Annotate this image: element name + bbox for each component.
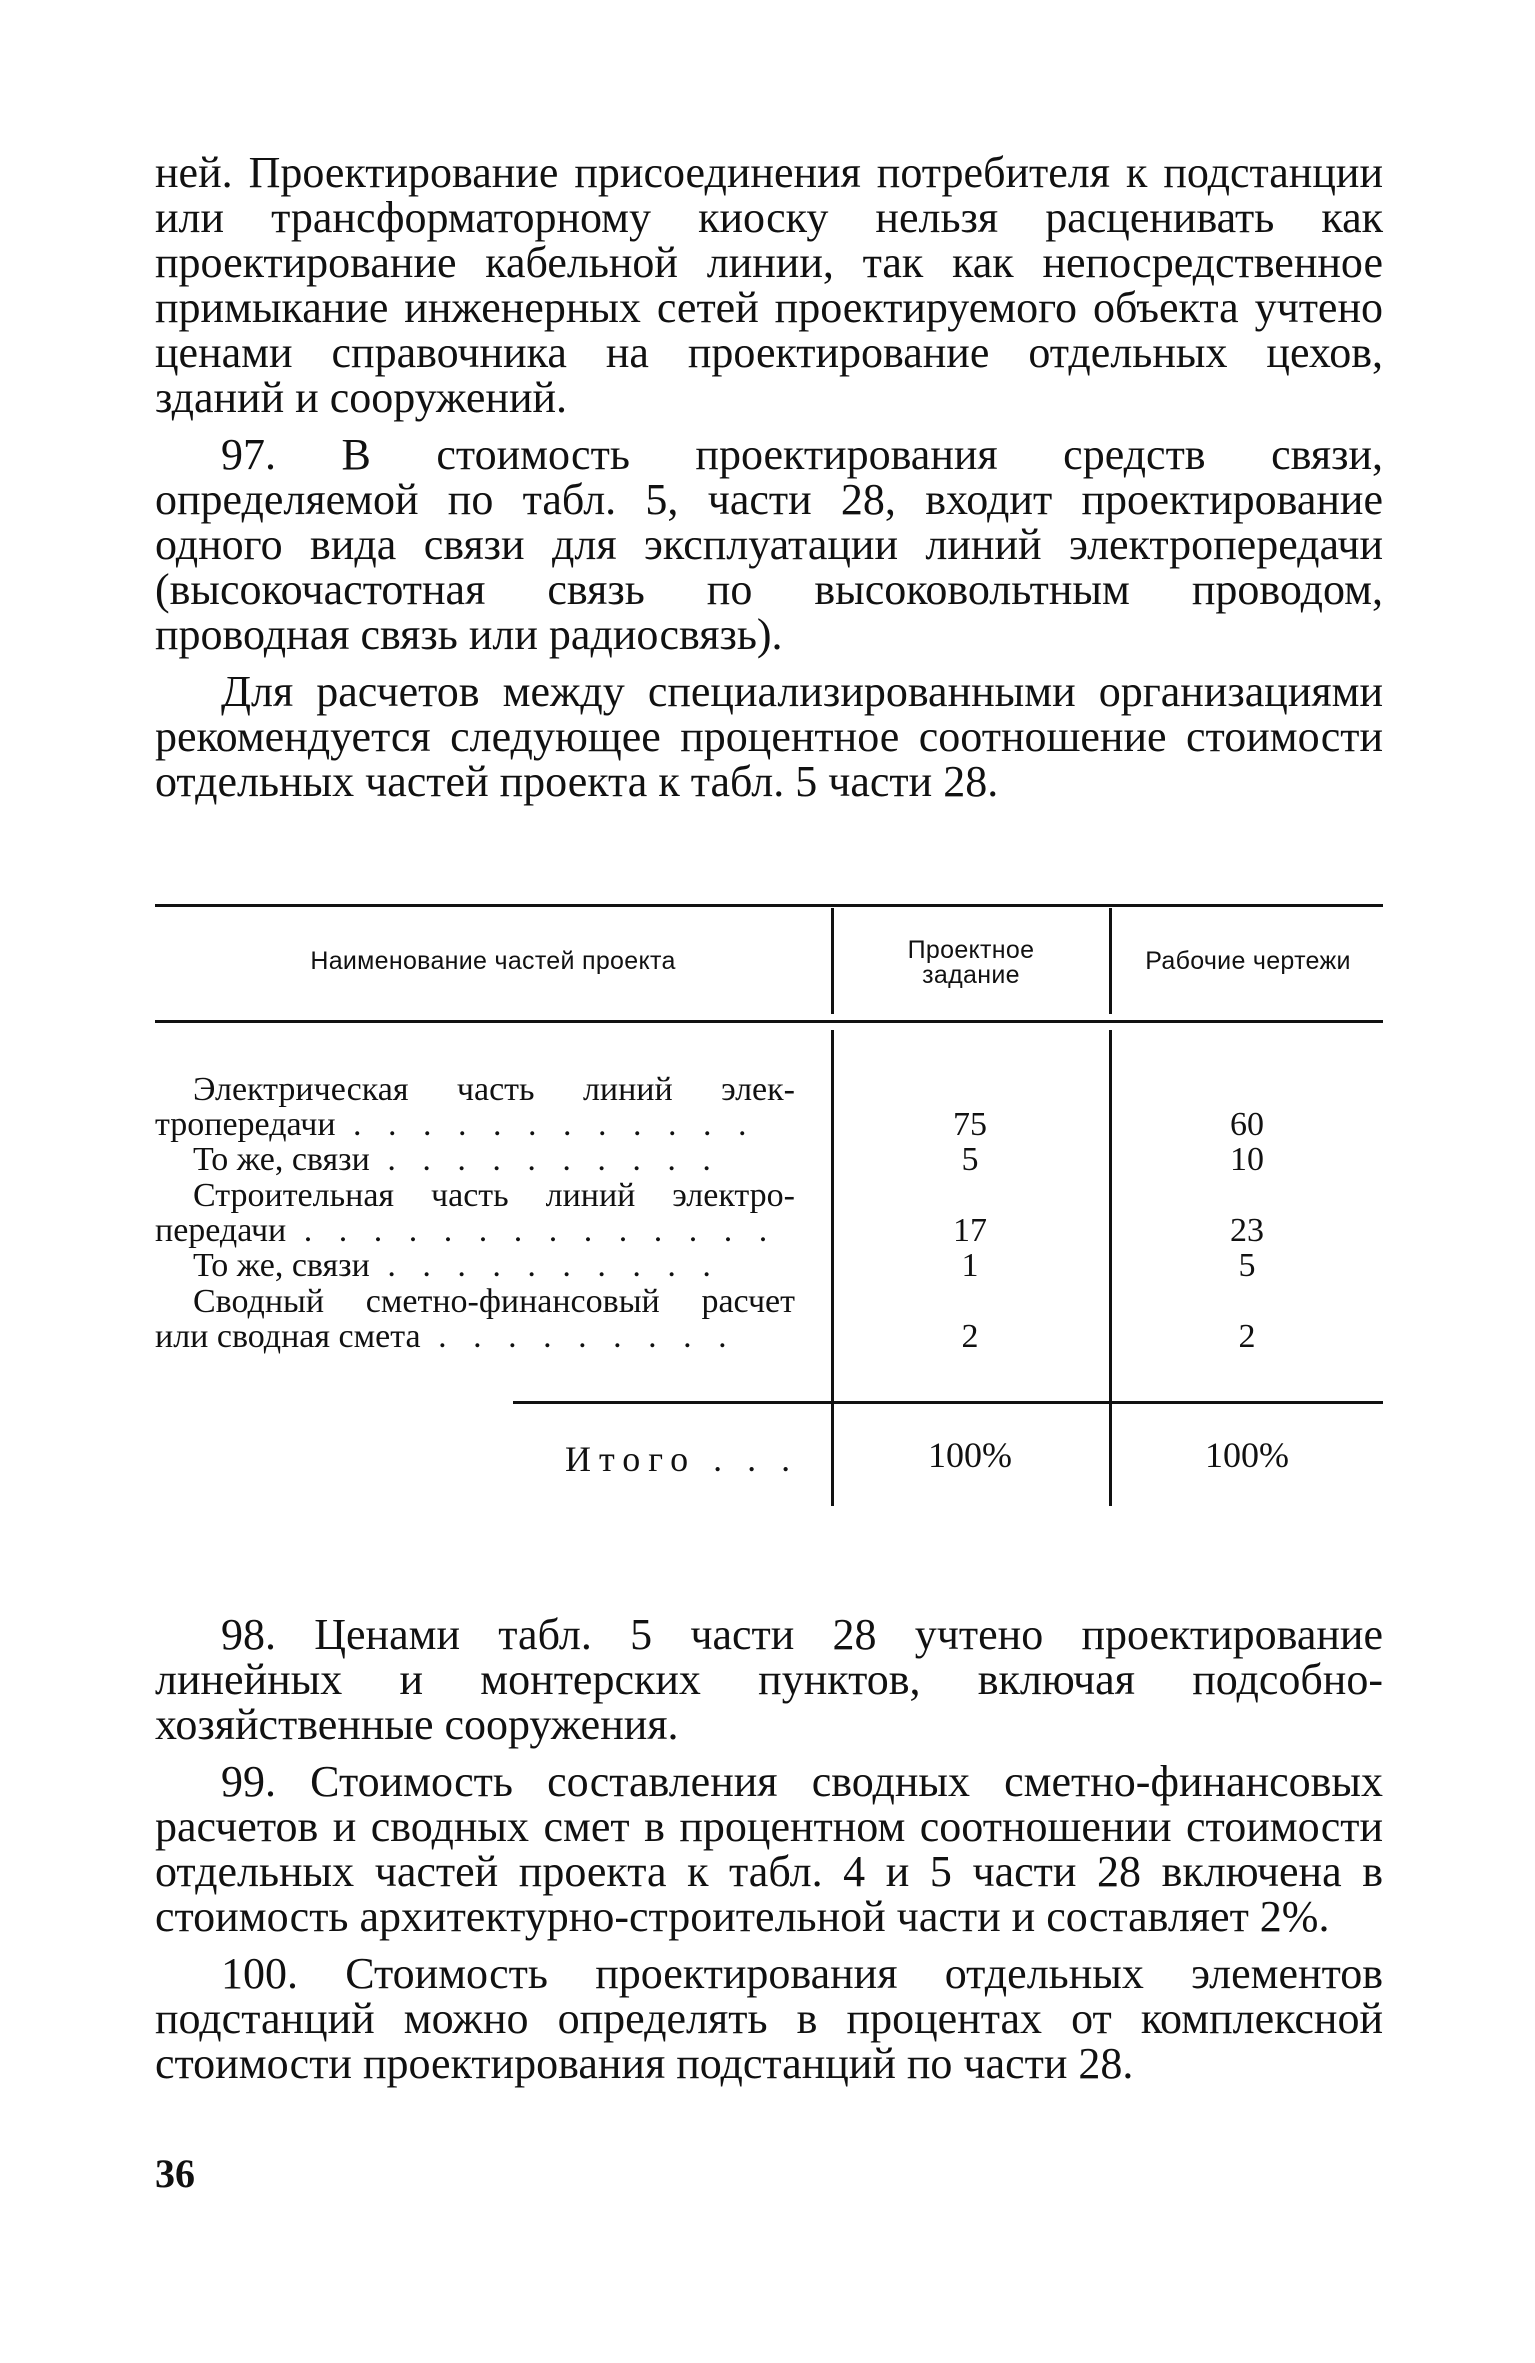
project-value: 2 (961, 1318, 979, 1355)
table-row (155, 1284, 795, 1354)
header-divider-1 (831, 908, 834, 1014)
top-text-block (155, 150, 1383, 804)
total-drawings: 100% (1205, 1435, 1289, 1475)
table-top-rule (155, 904, 1383, 907)
table-row (155, 1178, 795, 1248)
table-header-rule (155, 1020, 1383, 1023)
paragraph-99: 99. Стоимость составления сводных сметно-финансовых расчетов и сводных смет в процентном соотношении стоимости отдельных частей проекта к табл. 4 и 5 части 28 включена в стоимость архитектурно-строительной части и составляет 2%. (155, 1757, 1383, 1941)
project-value: 17 (953, 1212, 987, 1249)
project-value: 5 (961, 1141, 979, 1178)
total-label: Итого . . . (565, 1439, 799, 1479)
bottom-text-block (155, 1612, 1383, 2086)
header-project-line1: Проектное (907, 936, 1035, 964)
page-number: 36 (155, 2151, 195, 2196)
total-project: 100% (928, 1435, 1012, 1475)
header-divider-2 (1109, 908, 1112, 1014)
header-project-line2: задание (922, 961, 1020, 989)
header-part-name: Наименование частей проекта (310, 947, 676, 975)
table-row (155, 1142, 795, 1177)
paragraph-98: 98. Ценами табл. 5 части 28 учтено проектирование линейных и монтерских пунктов, включая подсобно-хозяйственные сооружения. (155, 1610, 1383, 1749)
row-label: То же, связи . . . . . . . . . . (193, 1247, 720, 1284)
drawings-value: 5 (1238, 1247, 1256, 1284)
header-working-drawings: Рабочие чертежи (1145, 947, 1351, 975)
total-rule (513, 1401, 1383, 1404)
row-label: Сводный сметно-финансовый расчет (193, 1283, 795, 1320)
column-divider-1 (831, 1030, 834, 1506)
row-label: То же, связи . . . . . . . . . . (193, 1141, 720, 1178)
drawings-value: 60 (1230, 1106, 1264, 1143)
drawings-value: 23 (1230, 1212, 1264, 1249)
row-label-cont: передачи . . . . . . . . . . . . . . (155, 1212, 777, 1249)
paragraph-ratio-intro: Для расчетов между специализированными организациями рекомендуется следующее процентное соотношение стоимости отдельных частей проекта к табл. 5 части 28. (155, 667, 1383, 806)
drawings-value: 2 (1238, 1318, 1256, 1355)
paragraph-97: 97. В стоимость проектирования средств связи, определяемой по табл. 5, части 28, входит проектирование одного вида связи для эксплуатации линий электропередачи (высокочастотная связь по высоковольтным проводом, проводная связь или радиосвязь). (155, 430, 1383, 659)
row-label-cont: тропередачи . . . . . . . . . . . . (155, 1106, 756, 1143)
row-label: Электрическая часть линий элек- (193, 1071, 795, 1108)
table-row (155, 1072, 795, 1142)
row-label-cont: или сводная смета . . . . . . . . . (155, 1318, 736, 1355)
drawings-value: 10 (1230, 1141, 1264, 1178)
ratio-table (155, 904, 1383, 1514)
paragraph-continuation: ней. Проектирование присоединения потребителя к подстанции или трансформаторному киоску нельзя расценивать как проектирование кабельной линии, так как непосредственное примыкание инженерных сетей проектируемого объекта учтено ценами справочника на проектирование отдельных цехов, зданий и сооружений. (155, 148, 1383, 422)
column-divider-2 (1109, 1030, 1112, 1506)
row-label: Строительная часть линий электро- (193, 1177, 795, 1214)
table-row (155, 1248, 795, 1283)
project-value: 1 (961, 1247, 979, 1284)
paragraph-100: 100. Стоимость проектирования отдельных элементов подстанций можно определять в процентах от комплексной стоимости проектирования подстанций по части 28. (155, 1949, 1383, 2088)
project-value: 75 (953, 1106, 987, 1143)
